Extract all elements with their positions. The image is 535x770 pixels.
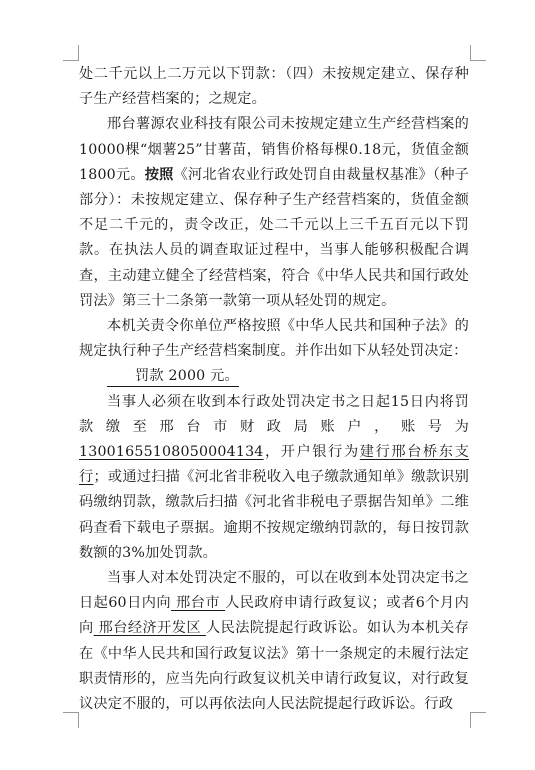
account-number: 13001655108050004134 (79, 444, 264, 461)
crop-mark-top-left-v (78, 45, 79, 61)
crop-mark-top-left-h (63, 60, 79, 61)
document-body (79, 62, 469, 717)
paragraph-appeal (79, 566, 469, 717)
crop-mark-bottom-left-h (63, 712, 79, 713)
paragraph-text: ，开户银行为 (263, 444, 360, 461)
paragraph-text: 处二千元以上二万元以下罚款：（四）未按规定建立、保存种子生产经营档案的；之规定。 (79, 66, 469, 108)
government-field: 邢台市 (171, 595, 226, 612)
bold-keyword: 按照 (144, 166, 174, 183)
paragraph-text: 本机关责令你单位严格按照《中华人民共和国种子法》的规定执行种子生产经营档案制度。并作出如下从轻处罚决定： (79, 318, 469, 360)
paragraph-fine (79, 364, 469, 389)
paragraph-continuation (79, 62, 469, 112)
bank-name: 建行邢台桥东支行 (79, 444, 469, 486)
paragraph-text: 当事人必须在收到本行政处罚决定书之日起15日内将罚款缴至邢台市财政局账户，账号为 (79, 393, 469, 435)
paragraph-payment (79, 390, 469, 566)
paragraph-violation-facts (79, 112, 469, 314)
fine-amount: 罚款 2000 元。 (107, 366, 239, 387)
notice-title: 《河北省非税收入电子缴款通知单》 (180, 469, 412, 486)
court-field: 邢台经济开发区 (93, 620, 206, 637)
crop-mark-bottom-right-h (470, 712, 486, 713)
paragraph-text: 人民政府申请行政复议；或者6个月内向 (79, 595, 469, 637)
paragraph-text: 当事人对本处罚决定不服的，可以在收到本处罚决定书之日起60日内向 (79, 570, 469, 612)
paragraph-text: 《河北省农业行政处罚自由裁量权基准》（种子部分）：未按规定建立、保存种子生产经营档案的，货值金额不足二千元的，责令改正，处二千元以上三千五百元以下罚款。在执法人员的调查取证过程中，当事人能够积极配合调查，主动建立健全了经营档案，符合《中华人民共和国行政处罚法》第三十二条第一款第一项从轻处罚的规定。 (79, 166, 470, 309)
paragraph-text: 邢台薯源农业科技有限公司未按规定建立生产经营档案的10000棵“烟薯25”甘薯苗，销售价格每棵0.18元，货值金额1800元。 (79, 116, 469, 183)
paragraph-decision-intro (79, 314, 469, 364)
paragraph-text: 人民法院提起行政诉讼。如认为本机关存在《中华人民共和国行政复议法》第十一条规定的未履行法定职责情形的，应当先向行政复议机关申请行政复议，对行政复议决定不服的，可以再依法向人民法院提起行政诉讼。行政 (79, 620, 469, 713)
paragraph-text: ；或通过扫描 (93, 469, 181, 486)
paragraph-text: 缴款识别码缴纳罚款，缴款后扫描《河北省非税电子票据告知单》二维码查看下载电子票据。逾期不按规定缴纳罚款的，每日按罚款数额的3%加处罚款。 (79, 469, 470, 561)
crop-mark-top-right-v (470, 45, 471, 61)
crop-mark-top-right-h (470, 60, 486, 61)
crop-mark-bottom-right-v (470, 712, 471, 728)
